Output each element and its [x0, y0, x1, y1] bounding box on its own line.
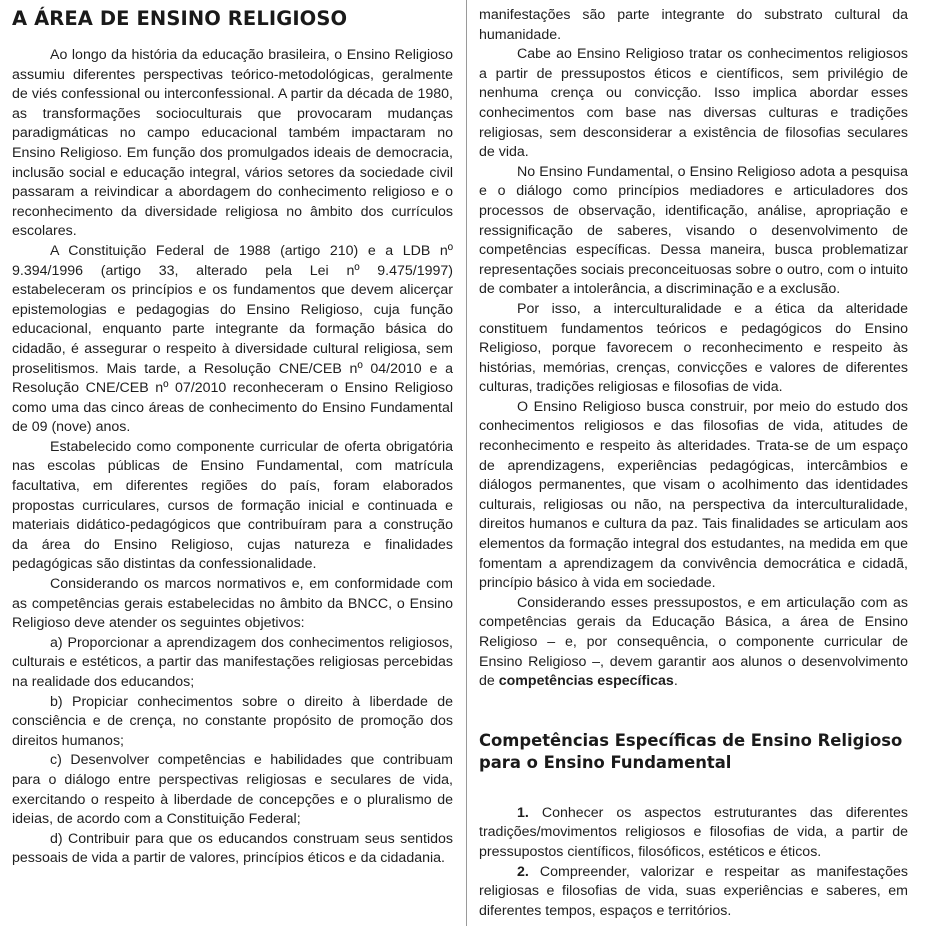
competence-item-2 [479, 863, 908, 922]
paragraph-objectives-intro: Considerando os marcos normativos e, em conformidade com as competências gerais estabelecidas no âmbito da BNCC, o Ensino Religioso deve atender os seguintes objetivos: [12, 576, 453, 632]
section-title: A ÁREA DE ENSINO RELIGIOSO [12, 7, 348, 30]
objective-item-c: c) Desenvolver competências e habilidades que contribuam para o diálogo entre perspectivas religiosas e seculares de vida, exercitando o respeito à liberdade de concepções e o pluralismo de ideias, de acordo com a Constituição Federal; [12, 752, 453, 828]
right-column [479, 6, 908, 921]
paragraph-continuation: manifestações são parte integrante do substrato cultural da humanidade. [479, 7, 908, 43]
paragraph-legislation: A Constituição Federal de 1988 (artigo 210) e a LDB nº 9.394/1996 (artigo 33, alterado pela Lei nº 9.475/1997) estabeleceram os princípios e os fundamentos que devem alicerçar epistemologias e pedagogias do Ensino Religioso, cuja função educacional, enquanto parte integrante da formação básica do cidadão, é assegurar o respeito à diversidade cultural religiosa, sem proselitismos. Mais tarde, a Resolução CNE/CEB nº 04/2010 e a Resolução CNE/CEB nº 07/2010 reconheceram o Ensino Religioso como uma das cinco áreas de conhecimento do Ensino Fundamental de 09 (nove) anos. [12, 242, 453, 436]
paragraph-fundamental: No Ensino Fundamental, o Ensino Religioso adota a pesquisa e o diálogo como princípios mediadores e articuladores dos processos de observação, identificação, análise, apropriação e ressignificação de saberes, visando o desenvolvimento de competências específicas. Dessa maneira, busca problematizar representações sociais preconceituosas sobre o outro, com o intuito de combater a intolerância, a discriminação e a exclusão. [479, 163, 908, 298]
competence-item-1 [479, 804, 908, 863]
competence-text-2: Compreender, valorizar e respeitar as manifestações religiosas e filosofias de vida, suas experiências e saberes, em diferentes tempos, espaços e territórios. [479, 863, 908, 919]
objective-item-d: d) Contribuir para que os educandos construam seus sentidos pessoais de vida a partir de valores, princípios éticos e da cidadania. [12, 830, 453, 867]
paragraph-competences-intro [479, 594, 908, 692]
left-column [12, 8, 453, 869]
competence-number-2: 2. [517, 863, 529, 880]
competence-text-1: Conhecer os aspectos estruturantes das diferentes tradições/movimentos religiosos e filosofias de vida, a partir de pressupostos científicos, filosóficos, estéticos e éticos. [479, 804, 908, 860]
competences-intro-text: Considerando esses pressupostos, e em articulação com as competências gerais da Educação Básica, a área de Ensino Religioso – e, por consequência, o componente curricular de Ensino Religioso –, devem garantir aos alunos o desenvolvimento de [479, 594, 908, 690]
competences-emphasis: competências específicas [498, 673, 674, 690]
objective-item-a: a) Proporcionar a aprendizagem dos conhecimentos religiosos, culturais e estéticos, a partir das manifestações religiosas percebidas na realidade dos educandos; [12, 634, 453, 690]
column-divider [466, 0, 467, 926]
paragraph-curricular-component: Estabelecido como componente curricular de oferta obrigatória nas escolas públicas de Ensino Fundamental, com matrícula facultativa, em diferentes regiões do país, foram elaborados propostas curriculares, cursos de formação inicial e continuada e materiais didático-pedagógicos que contribuíram para a construção da área do Ensino Religioso, cujas natureza e finalidades pedagógicas são distintas da confessionalidade. [12, 438, 453, 573]
competences-intro-end: . [673, 673, 678, 690]
paragraph-purpose: O Ensino Religioso busca construir, por meio do estudo dos conhecimentos religiosos e das filosofias de vida, atitudes de reconhecimento e respeito às alteridades. Trata-se de um espaço de aprendizagens, experiências pedagógicas, intercâmbios e diálogos permanentes, que visam o acolhimento das identidades culturais, religiosas ou não, na perspectiva da interculturalidade, direitos humanos e cultura da paz. Tais finalidades se articulam aos elementos da formação integral dos estudantes, na medida em que fomentam a aprendizagem da convivência democrática e cidadã, princípio básico à vida em sociedade. [479, 398, 908, 592]
competences-subtitle: Competências Específicas de Ensino Religioso para o Ensino Fundamental [479, 730, 903, 772]
paragraph-interculturality: Por isso, a interculturalidade e a ética da alteridade constituem fundamentos teóricos e pedagógicos do Ensino Religioso, porque favorecem o reconhecimento e respeito às histórias, memórias, crenças, convicções e valores de diferentes culturas, tradições religiosas e filosofias de vida. [479, 300, 908, 396]
paragraph-history: Ao longo da história da educação brasileira, o Ensino Religioso assumiu diferentes perspectivas teórico-metodológicas, geralmente de viés confessional ou interconfessional. A partir da década de 1980, as transformações socioculturais que provocaram mudanças paradigmáticas no campo educacional também impactaram no Ensino Religioso. Em função dos promulgados ideais de democracia, inclusão social e educação integral, vários setores da sociedade civil passaram a reivindicar a abordagem do conhecimento religioso e o reconhecimento da diversidade religiosa no âmbito dos currículos escolares. [12, 47, 453, 240]
objective-item-b: b) Propiciar conhecimentos sobre o direito à liberdade de consciência e de crença, no constante propósito de promoção dos direitos humanos; [12, 693, 453, 749]
competence-number-1: 1. [517, 804, 529, 821]
paragraph-ethics: Cabe ao Ensino Religioso tratar os conhecimentos religiosos a partir de pressupostos éticos e científicos, sem privilégio de nenhuma crença ou convicção. Isso implica abordar esses conhecimentos com base nas diversas culturas e tradições religiosas, sem desconsiderar a existência de filosofias seculares de vida. [479, 46, 908, 161]
